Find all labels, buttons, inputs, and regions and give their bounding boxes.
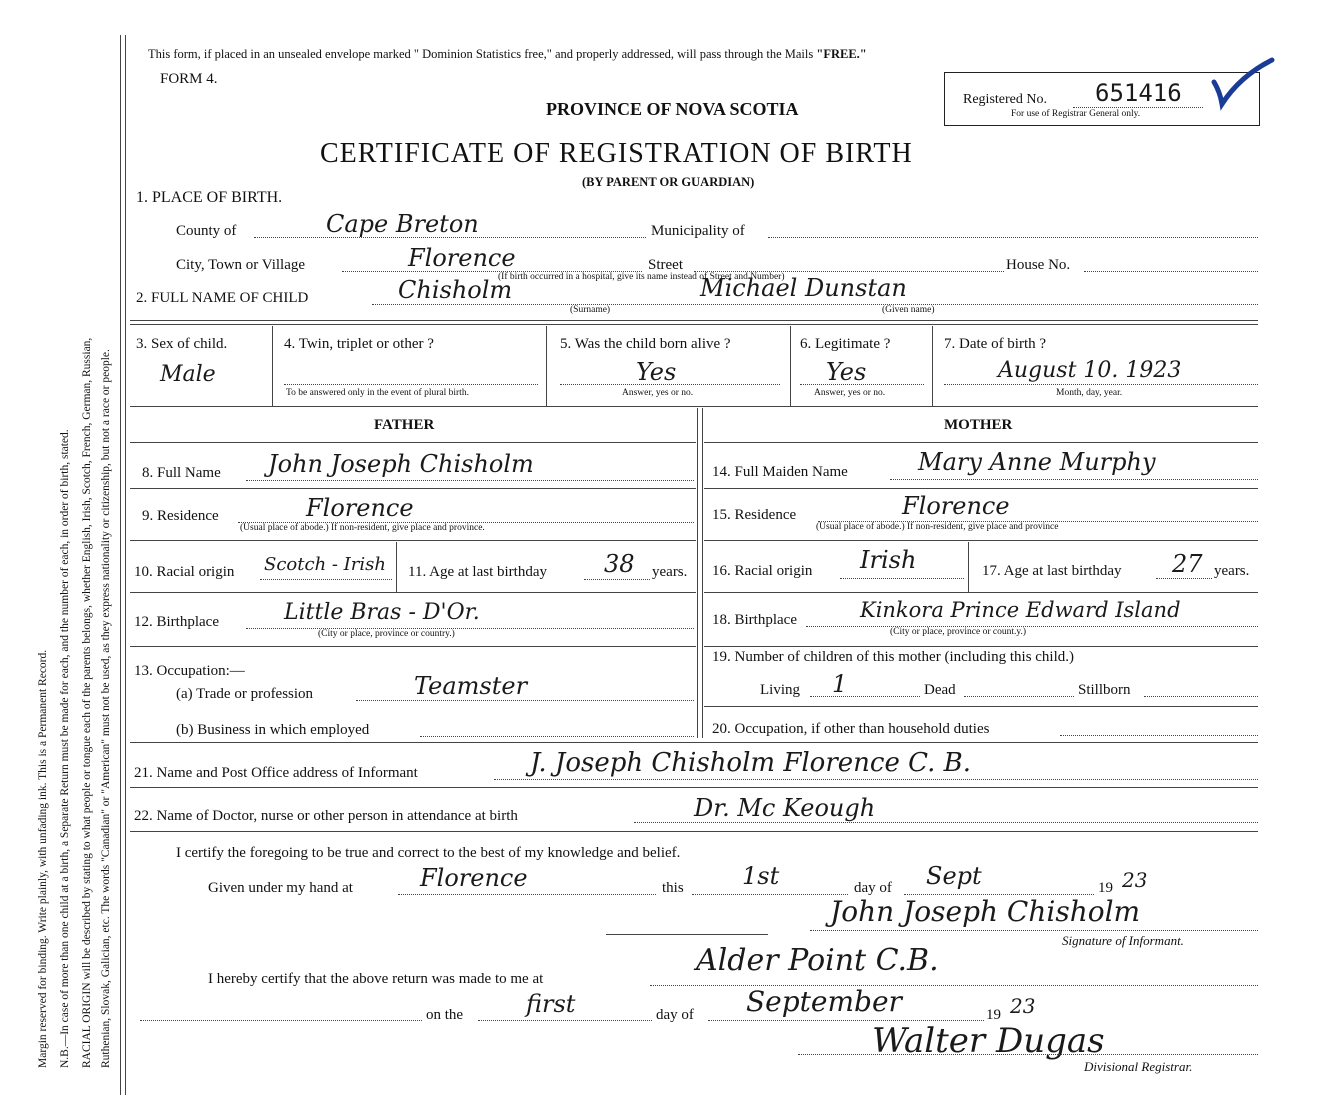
registrar-signature: Walter Dugas [872, 1021, 1105, 1061]
father-abode-note: (Usual place of abode.) If non-resident, give place and province. [240, 523, 485, 533]
short-rule [606, 934, 768, 935]
mother-birthplace-value: Kinkora Prince Edward Island [860, 598, 1181, 622]
informant-signature-caption: Signature of Informant. [1062, 933, 1184, 948]
divider-2 [130, 406, 1258, 407]
given-name-caption: (Given name) [882, 305, 935, 315]
father-business-label: (b) Business in which employed [176, 722, 370, 738]
mother-line-18 [704, 646, 1258, 647]
registrar-use-note: For use of Registrar General only. [1011, 109, 1141, 119]
this-day-value: 1st [742, 862, 780, 890]
father-birthplace-value: Little Bras - D'Or. [284, 600, 480, 625]
dob-label: 7. Date of birth ? [944, 336, 1047, 352]
father-line-12 [130, 646, 696, 647]
mother-occupation-label: 20. Occupation, if other than household duties [712, 721, 990, 737]
alive-label: 5. Was the child born alive ? [560, 336, 731, 352]
divider-1b [130, 324, 1258, 325]
father-age-value: 38 [604, 550, 635, 578]
child-name-label: 2. FULL NAME OF CHILD [136, 290, 309, 306]
certificate-subtitle: (BY PARENT OR GUARDIAN) [582, 175, 755, 189]
mother-occupation-line [1060, 735, 1258, 736]
registrar-day-of: day of [656, 1007, 694, 1023]
mother-name-line [890, 479, 1258, 480]
street-label: Street [648, 257, 683, 273]
mother-birthplace-line [806, 626, 1258, 627]
margin-line-outer [120, 35, 121, 1095]
divider-4 [130, 787, 1258, 788]
father-name-value: John Joseph Chisholm [268, 450, 534, 478]
informant-label: 21. Name and Post Office address of Informant [134, 765, 418, 781]
mother-city-caption: (City or place, province or count.y.) [890, 627, 1027, 637]
doctor-line [634, 822, 1258, 823]
father-residence-value: Florence [306, 494, 414, 522]
col-sep-3 [790, 326, 791, 406]
this-label: this [662, 880, 684, 896]
dob-value: August 10. 1923 [998, 358, 1182, 383]
mother-line-15 [704, 540, 1258, 541]
father-age-line [584, 579, 650, 580]
certify-statement: I certify the foregoing to be true and correct to the best of my knowledge and belief. [176, 845, 681, 861]
given-place-line [398, 894, 656, 895]
twin-line [284, 384, 538, 385]
registrar-month: September [746, 985, 902, 1018]
col-sep-2 [546, 326, 547, 406]
mother-years-label: years. [1214, 563, 1250, 579]
house-number-line [1084, 271, 1258, 272]
divider-1 [130, 320, 1258, 321]
father-residence-label: 9. Residence [142, 508, 219, 524]
father-birthplace-line [246, 628, 694, 629]
municipality-label: Municipality of [651, 223, 745, 239]
father-age-label: 11. Age at last birthday [408, 564, 547, 580]
house-number-label: House No. [1006, 257, 1071, 273]
mother-birthplace-label: 18. Birthplace [712, 612, 797, 628]
city-label: City, Town or Village [176, 257, 306, 273]
hospital-note: (If birth occurred in a hospital, give its name instead of Street and Number) [498, 272, 785, 282]
province-title: PROVINCE OF NOVA SCOTIA [546, 99, 799, 119]
child-surname: Chisholm [398, 276, 513, 304]
sex-label: 3. Sex of child. [136, 336, 228, 352]
registrar-place-line [650, 985, 1258, 986]
living-line [810, 696, 920, 697]
dob-caption: Month, day, year. [1056, 388, 1123, 398]
mother-racial-sep [968, 542, 969, 592]
father-racial-sep [396, 542, 397, 592]
father-head-line [130, 442, 696, 443]
living-value: 1 [832, 670, 848, 698]
municipality-line [768, 237, 1258, 238]
mother-head-line [704, 442, 1258, 443]
margin-note-multiple-births: N.B.—In case of more than one child at a birth, a Separate Return must be made for each, and the number of each, in order of birth, stated. [59, 429, 71, 1068]
father-birthplace-label: 12. Birthplace [134, 614, 219, 630]
father-name-label: 8. Full Name [142, 465, 221, 481]
legitimate-value: Yes [826, 358, 867, 386]
father-trade-line [356, 700, 694, 701]
doctor-value: Dr. Mc Keough [694, 794, 876, 822]
registrar-day-line [478, 1020, 652, 1021]
informant-signature-line [810, 930, 1258, 931]
registered-label: Registered No. [963, 92, 1047, 107]
col-sep-1 [272, 326, 273, 406]
mother-racial-value: Irish [860, 546, 917, 574]
city-value: Florence [408, 244, 516, 272]
surname-caption: (Surname) [570, 305, 611, 315]
mother-line-14 [704, 488, 1258, 489]
month-value: Sept [926, 862, 982, 890]
mother-abode-note: (Usual place of abode.) If non-resident, give place and province [816, 522, 1059, 532]
year-suffix: 23 [1122, 868, 1148, 892]
margin-note-binding: Margin reserved for binding. Write plainly, with unfading ink. This is a Permanent Record. [37, 649, 49, 1068]
child-name-line [372, 304, 1258, 305]
father-line-9 [130, 540, 696, 541]
twin-label: 4. Twin, triplet or other ? [284, 336, 434, 352]
registrar-signature-line [798, 1054, 1258, 1055]
sex-value: Male [160, 362, 216, 387]
legitimate-label: 6. Legitimate ? [800, 336, 891, 352]
living-label: Living [760, 682, 800, 698]
this-day-line [692, 894, 848, 895]
stillborn-label: Stillborn [1078, 682, 1131, 698]
father-years-label: years. [652, 564, 688, 580]
mother-line-16 [704, 592, 1258, 593]
father-line-8 [130, 488, 696, 489]
mother-age-value: 27 [1172, 550, 1203, 578]
registrar-left-line [140, 1020, 422, 1021]
mother-residence-label: 15. Residence [712, 507, 797, 523]
father-name-line [246, 480, 694, 481]
child-given-name: Michael Dunstan [700, 274, 907, 302]
dob-line [944, 384, 1258, 385]
form-number: FORM 4. [160, 71, 218, 87]
on-the-label: on the [426, 1007, 464, 1023]
margin-note-racial-origin: RACIAL ORIGIN will be described by stating to what people or tongue each of the parents belongs, whether English, Irish, Scotch, French, German, Russian, [81, 337, 93, 1068]
alive-caption: Answer, yes or no. [622, 388, 694, 398]
informant-value: J. Joseph Chisholm Florence C. B. [530, 748, 971, 778]
father-racial-line [260, 579, 392, 580]
mother-line-19 [704, 706, 1258, 707]
registrar-statement: I hereby certify that the above return was made to me at [208, 971, 544, 987]
place-of-birth-label: 1. PLACE OF BIRTH. [136, 189, 283, 206]
father-heading: FATHER [374, 417, 435, 433]
year-prefix: 19 [1098, 880, 1113, 896]
informant-signature: John Joseph Chisholm [830, 895, 1141, 928]
parent-divider-a [697, 408, 698, 738]
father-racial-value: Scotch - Irish [264, 554, 386, 575]
given-under-label: Given under my hand at [208, 880, 353, 896]
day-of-label: day of [854, 880, 892, 896]
parent-divider-b [702, 408, 703, 738]
father-trade-value: Teamster [414, 672, 528, 700]
twin-note: To be answered only in the event of plural birth. [286, 388, 469, 398]
registrar-year-prefix: 19 [986, 1007, 1001, 1023]
registered-line [1073, 107, 1203, 108]
mother-residence-value: Florence [902, 492, 1010, 520]
margin-line-inner [125, 35, 126, 1095]
registered-number: 651416 [1095, 79, 1182, 107]
alive-value: Yes [636, 358, 677, 386]
divider-5 [130, 831, 1258, 832]
margin-note-racial-origin-cont: Ruthenian, Slovak, Galician, etc. The words "Canadian" or "American" must not be used, as they express nationality or citizenship, but not a race or people. [100, 349, 112, 1068]
check-mark-icon [1210, 56, 1276, 112]
dead-line [964, 696, 1074, 697]
father-city-caption: (City or place, province or country.) [318, 629, 455, 639]
father-line-10 [130, 592, 696, 593]
father-business-line [420, 736, 694, 737]
mother-name-value: Mary Anne Murphy [918, 448, 1156, 476]
dead-label: Dead [924, 682, 956, 698]
informant-line [494, 779, 1258, 780]
registrar-caption: Divisional Registrar. [1084, 1059, 1193, 1074]
county-label: County of [176, 223, 237, 239]
divider-3 [130, 742, 1258, 743]
mother-racial-label: 16. Racial origin [712, 563, 813, 579]
stillborn-line [1144, 696, 1258, 697]
father-trade-label: (a) Trade or profession [176, 686, 314, 702]
registrar-year-suffix: 23 [1010, 994, 1036, 1018]
mail-note: This form, if placed in an unsealed envelope marked " Dominion Statistics free," and properly addressed, will pass through the Mails "FREE." [148, 47, 867, 61]
mother-age-label: 17. Age at last birthday [982, 563, 1122, 579]
county-value: Cape Breton [326, 210, 479, 238]
father-racial-label: 10. Racial origin [134, 564, 235, 580]
doctor-label: 22. Name of Doctor, nurse or other person in attendance at birth [134, 808, 518, 824]
mother-heading: MOTHER [944, 417, 1013, 433]
mother-age-line [1156, 578, 1212, 579]
mother-children-label: 19. Number of children of this mother (including this child.) [712, 649, 1075, 665]
given-place-value: Florence [420, 864, 528, 892]
mother-name-label: 14. Full Maiden Name [712, 464, 848, 480]
certificate-title: CERTIFICATE OF REGISTRATION OF BIRTH [320, 138, 913, 169]
registrar-place: Alder Point C.B. [696, 943, 939, 978]
mother-racial-line [840, 578, 964, 579]
legitimate-caption: Answer, yes or no. [814, 388, 886, 398]
registrar-day: first [526, 990, 576, 1018]
father-occupation-label: 13. Occupation:— [134, 663, 245, 679]
col-sep-4 [932, 326, 933, 406]
